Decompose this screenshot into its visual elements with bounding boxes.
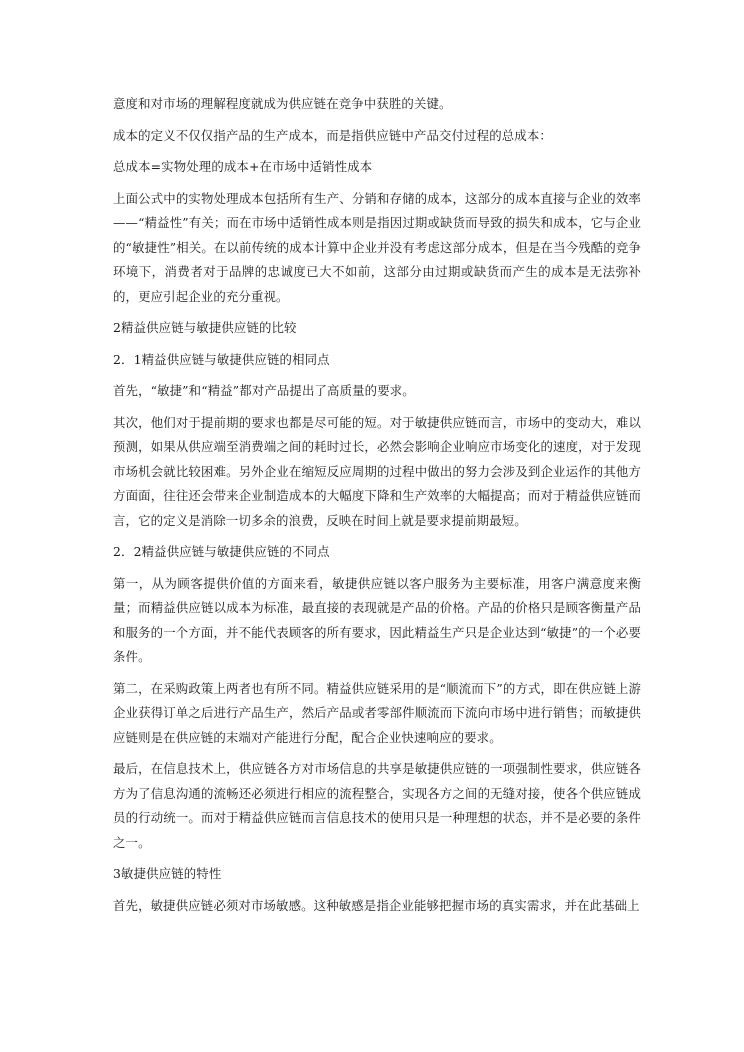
paragraph-9: 首先，敏捷供应链必须对市场敏感。这种敏感是指企业能够把握市场的真实需求，并在此基础上 [113,897,640,913]
paragraph-6: 第一，从为顾客提供价值的方面来看，敏捷供应链以客户服务为主要标准，用客户满意度来衡量；而精益供应链以成本为标准，最直接的表现就是产品的价格。产品的价格只是顾客衡量产品和服务的一个方面，并不能代表顾客的所有要求，因此精益生产只是企业达到“敏捷”的一个必要条件。 [113,575,641,664]
subsection-heading-2-2: 2．2精益供应链与敏捷供应链的不同点 [113,544,330,559]
subsection-heading-2-1: 2．1精益供应链与敏捷供应链的相同点 [113,351,330,367]
paragraph-4: 首先，“敏捷”和“精益”都对产品提出了高质量的要求。 [113,383,415,398]
document-body [113,92,641,918]
paragraph-3: 上面公式中的实物处理成本包括所有生产、分销和存储的成本，这部分的成本直接与企业的效率——“精益性”有关；而在市场中适销性成本则是指因过期或缺货而导致的损失和成本，它与企业的“敏捷性”相关。在以前传统的成本计算中企业并没有考虑这部分成本，但是在当今残酷的竞争环境下，消费者对于品牌的忠诚度已大不如前，这部分由过期或缺货而产生的成本是无法弥补的，更应引起企业的充分重视。 [113,190,641,304]
paragraph-8: 最后，在信息技术上，供应链各方对市场信息的共享是敏捷供应链的一项强制性要求，供应链各方为了信息沟通的流畅还必须进行相应的流程整合，实现各方之间的无缝对接，使各个供应链成员的行动统一。而对于精益供应链而言信息技术的使用只是一种理想的状态，并不是必要的条件之一。 [113,761,641,850]
paragraph-2: 成本的定义不仅仅指产品的生产成本，而是指供应链中产品交付过程的总成本： [113,127,552,143]
section-heading-3: 3敏捷供应链的特性 [113,866,222,881]
section-heading-2: 2精益供应链与敏捷供应链的比较 [113,320,297,335]
paragraph-7: 第二，在采购政策上两者也有所不同。精益供应链采用的是“顺流而下”的方式，即在供应链上游企业获得订单之后进行产品生产，然后产品或者零部件顺流而下流向市场中进行销售；而敏捷供应链则是在供应链的末端对产能进行分配，配合企业快速响应的要求。 [113,680,641,745]
formula-line: 总成本=实物处理的成本+在市场中适销性成本 [113,159,373,174]
paragraph-1: 意度和对市场的理解程度就成为供应链在竞争中获胜的关键。 [113,96,452,111]
paragraph-5: 其次，他们对于提前期的要求也都是尽可能的短。对于敏捷供应链而言，市场中的变动大，难以预测，如果从供应端至消费端之间的耗时过长，必然会影响企业响应市场变化的速度，对于发现市场机会就比较困难。另外企业在缩短反应周期的过程中做出的努力会涉及到企业运作的其他方方面面，往往还会带来企业制造成本的大幅度下降和生产效率的大幅提高；而对于精益供应链而言，它的定义是消除一切多余的浪费，反映在时间上就是要求提前期最短。 [113,414,641,528]
